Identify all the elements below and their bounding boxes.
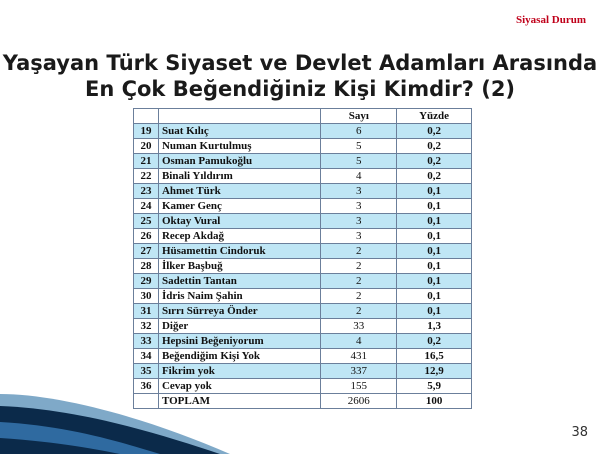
cell-num: 21	[134, 154, 159, 169]
cell-yuzde: 0,1	[397, 304, 472, 319]
cell-yuzde: 0,2	[397, 169, 472, 184]
header-yuzde: Yüzde	[397, 109, 472, 124]
cell-name: Numan Kurtulmuş	[158, 139, 320, 154]
table-row	[134, 184, 472, 199]
table-row	[134, 139, 472, 154]
cell-yuzde: 0,1	[397, 259, 472, 274]
cell-sayi: 5	[321, 139, 397, 154]
total-sayi: 2606	[321, 394, 397, 409]
table-row	[134, 319, 472, 334]
cell-sayi: 2	[321, 259, 397, 274]
cell-yuzde: 0,1	[397, 289, 472, 304]
cell-name: Hüsamettin Cindoruk	[158, 244, 320, 259]
header-sayi: Sayı	[321, 109, 397, 124]
cell-sayi: 155	[321, 379, 397, 394]
cell-num: 34	[134, 349, 159, 364]
cell-sayi: 3	[321, 199, 397, 214]
cell-num: 28	[134, 259, 159, 274]
header-name	[158, 109, 320, 124]
table-row	[134, 124, 472, 139]
total-num	[134, 394, 159, 409]
cell-sayi: 4	[321, 169, 397, 184]
table-row	[134, 154, 472, 169]
title-line-2: En Çok Beğendiğiniz Kişi Kimdir? (2)	[84, 77, 516, 101]
cell-sayi: 3	[321, 214, 397, 229]
cell-name: Hepsini Beğeniyorum	[158, 334, 320, 349]
cell-yuzde: 12,9	[397, 364, 472, 379]
cell-name: Kamer Genç	[158, 199, 320, 214]
table-row	[134, 214, 472, 229]
cell-name: İlker Başbuğ	[158, 259, 320, 274]
cell-sayi: 2	[321, 274, 397, 289]
cell-sayi: 6	[321, 124, 397, 139]
table-row	[134, 289, 472, 304]
cell-name: Beğendiğim Kişi Yok	[158, 349, 320, 364]
cell-yuzde: 0,1	[397, 184, 472, 199]
cell-yuzde: 5,9	[397, 379, 472, 394]
slide-title	[0, 50, 600, 102]
cell-name: Sırrı Sürreya Önder	[158, 304, 320, 319]
cell-sayi: 5	[321, 154, 397, 169]
cell-num: 23	[134, 184, 159, 199]
cell-num: 24	[134, 199, 159, 214]
cell-num: 19	[134, 124, 159, 139]
cell-num: 29	[134, 274, 159, 289]
total-yuzde: 100	[397, 394, 472, 409]
cell-name: Diğer	[158, 319, 320, 334]
cell-sayi: 2	[321, 244, 397, 259]
cell-num: 20	[134, 139, 159, 154]
cell-yuzde: 0,1	[397, 199, 472, 214]
cell-sayi: 2	[321, 304, 397, 319]
table-row	[134, 349, 472, 364]
cell-name: Sadettin Tantan	[158, 274, 320, 289]
total-name: TOPLAM	[158, 394, 320, 409]
cell-num: 32	[134, 319, 159, 334]
table-row	[134, 304, 472, 319]
cell-name: Cevap yok	[158, 379, 320, 394]
cell-num: 31	[134, 304, 159, 319]
cell-num: 36	[134, 379, 159, 394]
table-row	[134, 379, 472, 394]
table-body	[134, 124, 472, 409]
table-row	[134, 199, 472, 214]
header-num	[134, 109, 159, 124]
results-table	[133, 108, 472, 409]
cell-yuzde: 0,1	[397, 214, 472, 229]
cell-sayi: 337	[321, 364, 397, 379]
cell-name: Binali Yıldırım	[158, 169, 320, 184]
table-total-row	[134, 394, 472, 409]
cell-num: 30	[134, 289, 159, 304]
cell-num: 27	[134, 244, 159, 259]
cell-yuzde: 0,2	[397, 154, 472, 169]
title-line-1: Yaşayan Türk Siyaset ve Devlet Adamları Arasında	[2, 51, 598, 75]
cell-name: İdris Naim Şahin	[158, 289, 320, 304]
cell-sayi: 2	[321, 289, 397, 304]
table-row	[134, 244, 472, 259]
brand-label: Siyasal Durum	[516, 14, 586, 26]
cell-yuzde: 0,1	[397, 244, 472, 259]
cell-name: Fikrim yok	[158, 364, 320, 379]
cell-yuzde: 0,1	[397, 274, 472, 289]
table-row	[134, 169, 472, 184]
cell-sayi: 3	[321, 184, 397, 199]
cell-name: Osman Pamukoğlu	[158, 154, 320, 169]
cell-yuzde: 0,1	[397, 229, 472, 244]
cell-yuzde: 1,3	[397, 319, 472, 334]
table-row	[134, 259, 472, 274]
cell-name: Oktay Vural	[158, 214, 320, 229]
table-row	[134, 229, 472, 244]
cell-num: 33	[134, 334, 159, 349]
cell-sayi: 3	[321, 229, 397, 244]
cell-name: Ahmet Türk	[158, 184, 320, 199]
cell-name: Suat Kılıç	[158, 124, 320, 139]
cell-sayi: 4	[321, 334, 397, 349]
cell-sayi: 431	[321, 349, 397, 364]
table-row	[134, 364, 472, 379]
cell-num: 26	[134, 229, 159, 244]
cell-yuzde: 0,2	[397, 124, 472, 139]
table-header-row	[134, 109, 472, 124]
cell-num: 35	[134, 364, 159, 379]
table-row	[134, 274, 472, 289]
cell-num: 22	[134, 169, 159, 184]
cell-sayi: 33	[321, 319, 397, 334]
cell-yuzde: 0,2	[397, 139, 472, 154]
cell-name: Recep Akdağ	[158, 229, 320, 244]
cell-yuzde: 0,2	[397, 334, 472, 349]
cell-num: 25	[134, 214, 159, 229]
cell-yuzde: 16,5	[397, 349, 472, 364]
table-row	[134, 334, 472, 349]
page-number: 38	[571, 425, 588, 440]
